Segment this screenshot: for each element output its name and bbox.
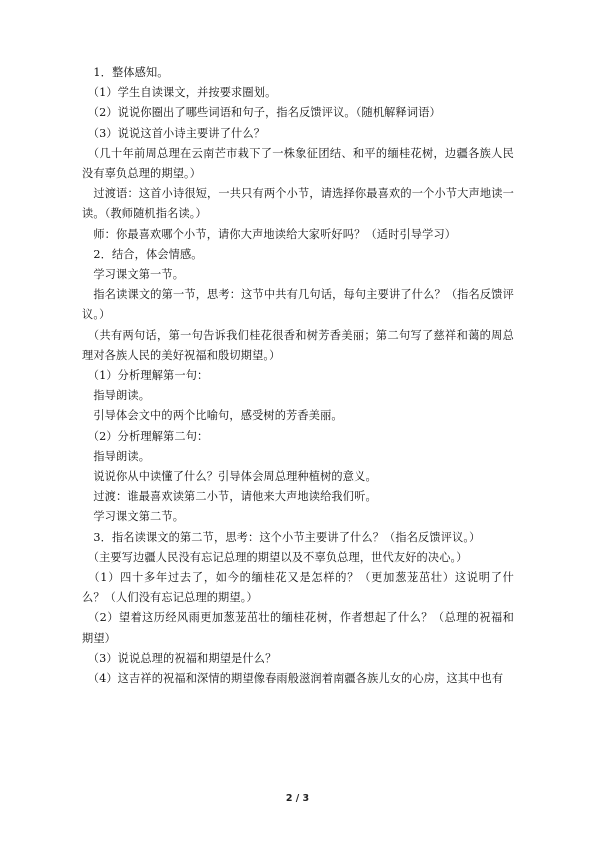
paragraph-1: 1．整体感知。 — [82, 66, 169, 79]
paragraph-2: （1）学生自读课文，并按要求圈划。 — [82, 86, 277, 100]
paragraph-9: 学习课文第一节。 — [82, 268, 185, 282]
paragraph-4: （3）说说这首小诗主要讲了什么？ — [82, 126, 266, 140]
paragraph-14: 引导体会文中的两个比喻句，感受树的芳香美丽。 — [82, 409, 343, 423]
paragraph-10: 指名读课文的第一节，思考：这节中共有几句话，每句主要讲了什么？（指名反馈评议。） — [82, 288, 514, 322]
paragraph-8: 2．结合，体会情感。 — [82, 247, 203, 261]
paragraph-23: （2）望着这历经风雨更加葱茏茁壮的缅桂花树，作者想起了什么？（总理的祝福和期望） — [82, 611, 514, 645]
page-number: 2 / 3 — [285, 793, 310, 804]
paragraph-17: 说说你从中读懂了什么？引导体会周总理种植树的意义。 — [82, 470, 377, 484]
paragraph-13: 指导朗读。 — [82, 389, 151, 403]
paragraph-15: （2）分析理解第二句： — [82, 429, 209, 443]
document-body — [82, 63, 514, 689]
paragraph-12: （1）分析理解第一句： — [82, 369, 209, 383]
paragraph-6: 过渡语：这首小诗很短，一共只有两个小节，请选择你最喜欢的一个小节大声地读一读。（教师随机指名读。） — [82, 187, 514, 221]
paragraph-18: 过渡：谁最喜欢读第二小节，请他来大声地读给我们听。 — [82, 490, 377, 504]
paragraph-19: 学习课文第二节。 — [82, 510, 185, 524]
paragraph-16: 指导朗读。 — [82, 449, 151, 463]
paragraph-24: （3）说说总理的祝福和期望是什么？ — [82, 651, 277, 665]
paragraph-21: （主要写边疆人民没有忘记总理的期望以及不辜负总理，世代友好的决心。） — [82, 550, 468, 564]
paragraph-3: （2）说说你圈出了哪些词语和句子，指名反馈评议。（随机解释词语） — [82, 106, 441, 120]
paragraph-11: （共有两句话，第一句告诉我们桂花很香和树芳香美丽；第二句写了慈祥和蔼的周总理对各族人民的美好祝福和殷切期望。） — [82, 328, 514, 362]
paragraph-5: （几十年前周总理在云南芒市栽下了一株象征团结、和平的缅桂花树，边疆各族人民没有辜负总理的期望。） — [82, 146, 514, 181]
paragraph-7: 师：你最喜欢哪个小节，请你大声地读给大家听好吗？（适时引导学习） — [82, 227, 457, 241]
paragraph-25: （4）这吉祥的祝福和深情的期望像春雨般滋润着南疆各族儿女的心房，这其中也有 — [82, 672, 504, 686]
paragraph-20: 3．指名读课文的第二节，思考：这个小节主要讲了什么？（指名反馈评议。） — [82, 530, 481, 544]
paragraph-22: （1）四十多年过去了，如今的缅桂花又是怎样的？（更加葱茏茁壮）这说明了什么？（人们没有忘记总理的期望。） — [82, 571, 514, 605]
